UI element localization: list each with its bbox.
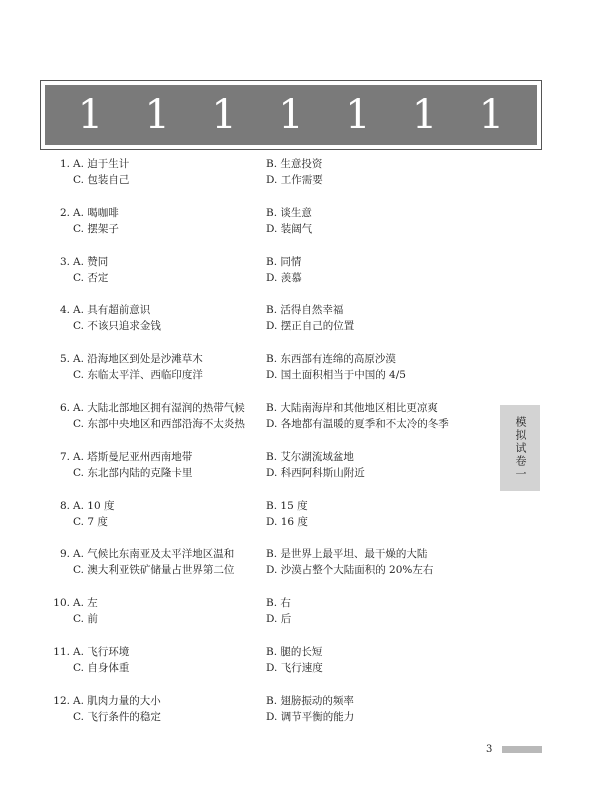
option-b: B. 腿的长短: [266, 645, 323, 658]
banner-digit: 1: [77, 92, 104, 138]
banner-digit: 1: [144, 92, 170, 138]
question-number: 3.: [59, 255, 70, 268]
option-c: C. 东北部内陆的克隆卡里: [73, 466, 193, 479]
question-number: 10.: [53, 597, 70, 610]
question-item: [0, 351, 612, 400]
option-c: C. 东部中央地区和西部沿海不太炎热: [73, 417, 245, 430]
option-a: A. 喝咖啡: [73, 206, 119, 219]
option-a: A. 沿海地区到处是沙滩草木: [73, 353, 203, 366]
question-number: 11.: [53, 645, 70, 658]
option-b: B. 右: [266, 597, 291, 610]
option-d: D. 工作需要: [266, 174, 323, 186]
option-d: D. 后: [266, 613, 292, 626]
option-d: D. 飞行速度: [266, 661, 323, 674]
option-b: B. 大陆南海岸和其他地区相比更凉爽: [266, 401, 438, 414]
option-c: C. 自身体重: [73, 661, 130, 674]
option-b: B. 是世界上最平坦、最干燥的大陆: [266, 548, 428, 561]
question-number: 6.: [59, 401, 70, 414]
question-number: 7.: [59, 450, 70, 463]
question-number: 12.: [53, 694, 70, 707]
banner-digit: 1: [478, 92, 505, 138]
page-number: 3: [486, 744, 493, 755]
option-a: A. 飞行环境: [73, 645, 130, 658]
side-tab-label: 模拟试卷一: [514, 415, 527, 481]
banner-digit: 1: [211, 92, 237, 138]
option-c: C. 澳大利亚铁矿储量占世界第二位: [73, 564, 235, 577]
option-c: C. 东临太平洋、西临印度洋: [73, 369, 203, 382]
option-d: D. 摆正自己的位置: [266, 320, 355, 333]
section-side-tab: [500, 405, 540, 491]
option-c: C. 飞行条件的稳定: [73, 710, 161, 723]
option-c: C. 前: [73, 613, 98, 626]
option-b: B. 生意投资: [266, 158, 323, 170]
question-number: 2.: [59, 206, 70, 219]
option-d: D. 16 度: [266, 515, 308, 528]
option-b: B. 同情: [266, 255, 302, 268]
question-number: 8.: [59, 499, 70, 512]
option-d: D. 科西阿科斯山附近: [266, 466, 365, 479]
option-c: C. 7 度: [73, 515, 108, 528]
option-b: B. 翅膀振动的频率: [266, 694, 354, 707]
question-item: [0, 546, 612, 595]
option-c: C. 否定: [73, 271, 109, 284]
option-d: D. 国土面积相当于中国的 4/5: [266, 369, 406, 382]
option-b: B. 艾尔湖流域盆地: [266, 450, 354, 463]
question-number: 9.: [59, 548, 70, 561]
question-number: 1.: [59, 158, 70, 170]
option-a: A. 具有超前意识: [73, 304, 151, 317]
option-a: A. 气候比东南亚及太平洋地区温和: [73, 548, 235, 561]
question-item: [0, 644, 612, 693]
option-a: A. 迫于生计: [73, 158, 130, 170]
question-item: [0, 693, 612, 742]
banner-digit: 1: [411, 92, 438, 138]
option-b: B. 15 度: [266, 499, 308, 512]
question-item: [0, 302, 612, 351]
option-a: A. 大陆北部地区拥有湿润的热带气候: [73, 401, 245, 414]
option-b: B. 谈生意: [266, 206, 312, 219]
option-c: C. 不该只追求金钱: [73, 320, 161, 333]
option-d: D. 沙漠占整个大陆面积的 20%左右: [266, 564, 434, 577]
banner-digit: 1: [278, 92, 304, 138]
question-item: [0, 595, 612, 644]
question-item: [0, 205, 612, 254]
option-a: A. 左: [73, 597, 98, 610]
option-a: A. 肌肉力量的大小: [73, 694, 161, 707]
option-d: D. 各地都有温暖的夏季和不太冷的冬季: [266, 417, 449, 430]
question-item: [0, 156, 612, 205]
option-d: D. 装阔气: [266, 222, 313, 235]
banner-digit-strip: [45, 85, 537, 145]
banner-digit: 1: [345, 92, 371, 138]
question-item: [0, 498, 612, 547]
question-number: 5.: [59, 353, 70, 366]
option-d: D. 调节平衡的能力: [266, 710, 355, 723]
question-item: [0, 254, 612, 303]
section-banner: [40, 80, 542, 150]
option-a: A. 10 度: [73, 499, 115, 512]
page-number-bar: [502, 746, 542, 753]
option-a: A. 赞同: [73, 255, 109, 268]
option-b: B. 东西部有连绵的高原沙漠: [266, 353, 396, 366]
option-a: A. 塔斯曼尼亚州西南地带: [73, 450, 193, 463]
option-c: C. 包装自己: [73, 174, 130, 186]
option-d: D. 羡慕: [266, 271, 302, 284]
question-number: 4.: [59, 304, 70, 317]
option-c: C. 摆架子: [73, 222, 119, 235]
option-b: B. 活得自然幸福: [266, 304, 344, 317]
